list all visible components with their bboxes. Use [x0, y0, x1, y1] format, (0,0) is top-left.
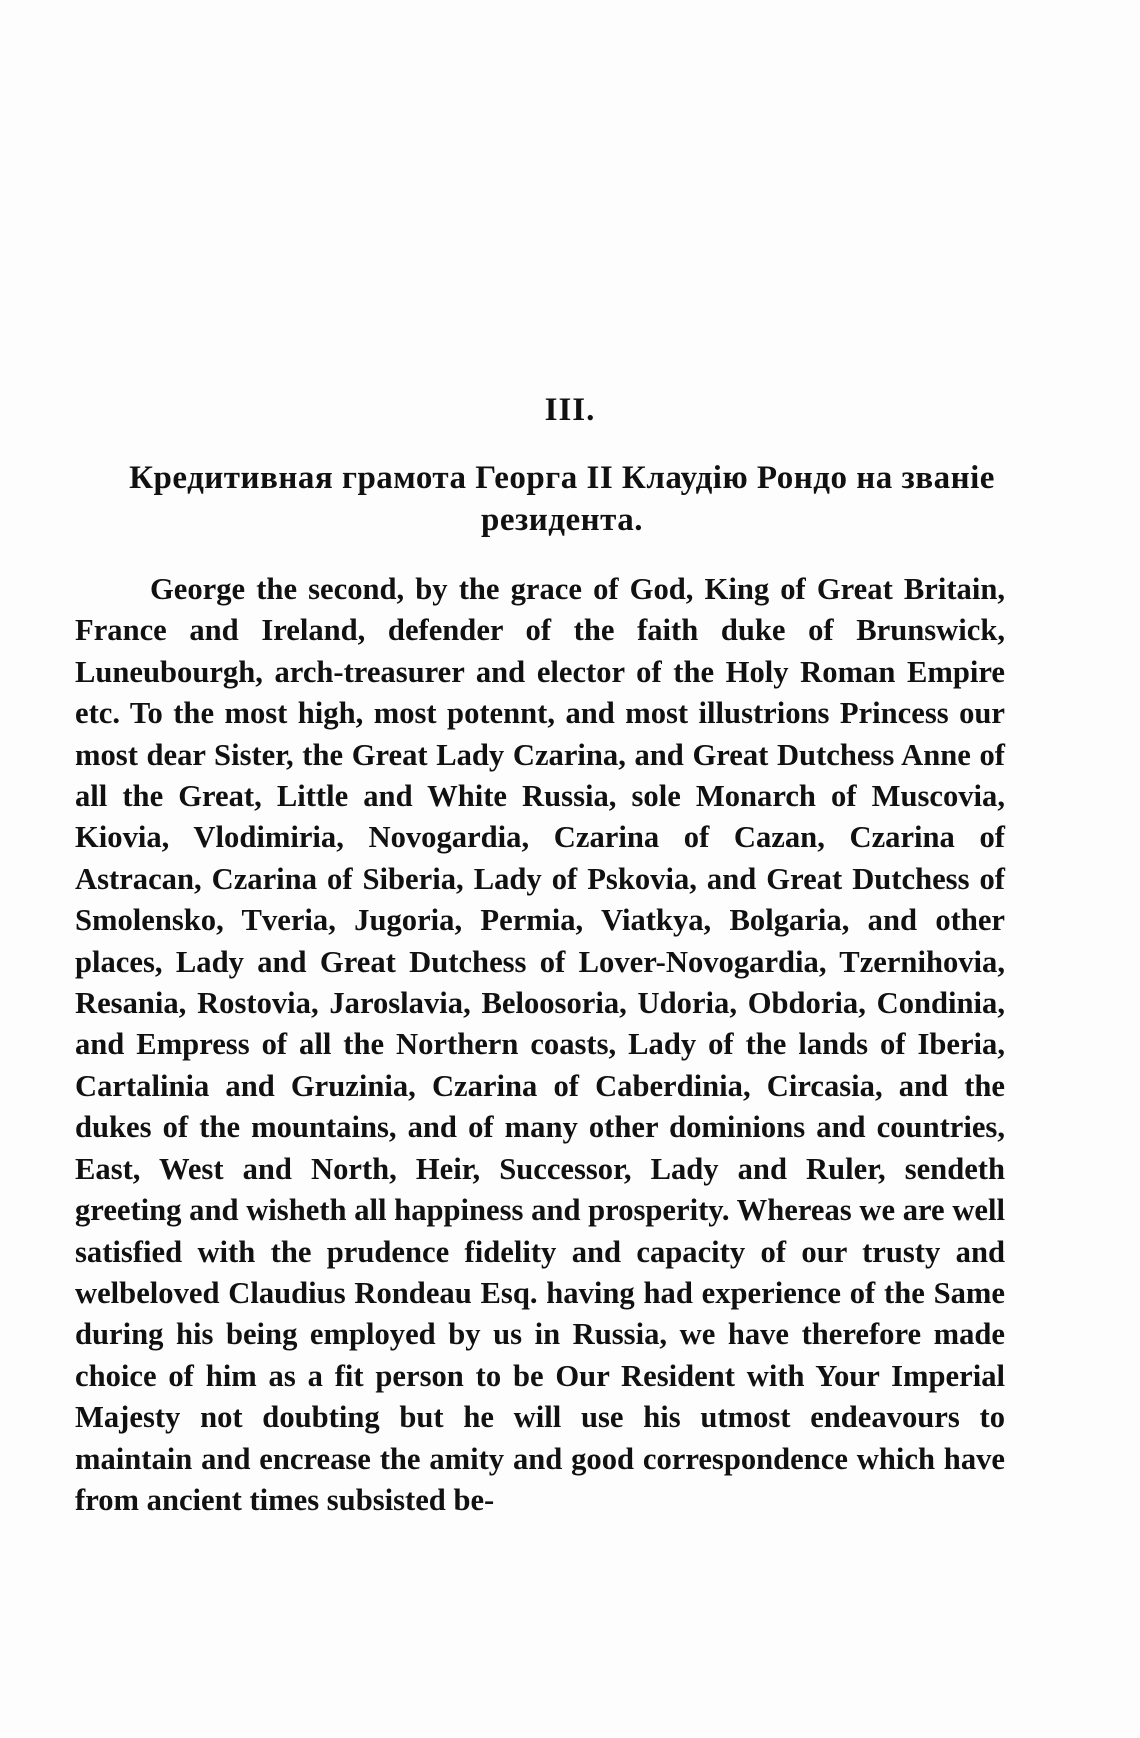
heading-line-1: Кредитивная грамота Георга II Клаудію Рондо на званіе — [129, 460, 995, 496]
heading-line-2: резидента. — [481, 502, 643, 538]
section-number: III. — [544, 392, 596, 428]
document-heading — [92, 457, 1032, 541]
body-paragraph: George the second, by the grace of God, King of Great Britain, France and Ireland, defender of the faith duke of Brunswick, Luneubourgh, arch-treasurer and elector of the Holy Roman Empire etc. To the most high, most potennt, and most illustrions Princess our most dear Sister, the Great Lady Czarina, and Great Dutchess Anne of all the Great, Little and White Russia, sole Monarch of Muscovia, Kiovia, Vlodimiria, Novogardia, Czarina of Cazan, Czarina of Astracan, Czarina of Siberia, Lady of Pskovia, and Great Dutchess of Smolensko, Tveria, Jugoria, Permia, Viatkya, Bolgaria, and other places, Lady and Great Dutchess of Lover-Novogardia, Tzernihovia, Resania, Rostovia, Jaroslavia, Beloosoria, Udoria, Obdoria, Condinia, and Empress of all the Northern coasts, Lady of the lands of Iberia, Cartalinia and Gruzinia, Czarina of Caberdinia, Circasia, and the dukes of the mountains, and of many other dominions and countries, East, West and North, Heir, Successor, Lady and Ruler, sendeth greeting and wisheth all happiness and prosperity. Whereas we are well satisfied with the prudence fidelity and capacity of our trusty and welbeloved Claudius Rondeau Esq. having had experience of the Same during his being employed by us in Russia, we have therefore made choice of him as a fit person to be Our Resident with Your Imperial Majesty not doubting but he will use his utmost endeavours to maintain and encrease the amity and good correspondence which have from ancient times subsisted be- — [75, 572, 1005, 1517]
